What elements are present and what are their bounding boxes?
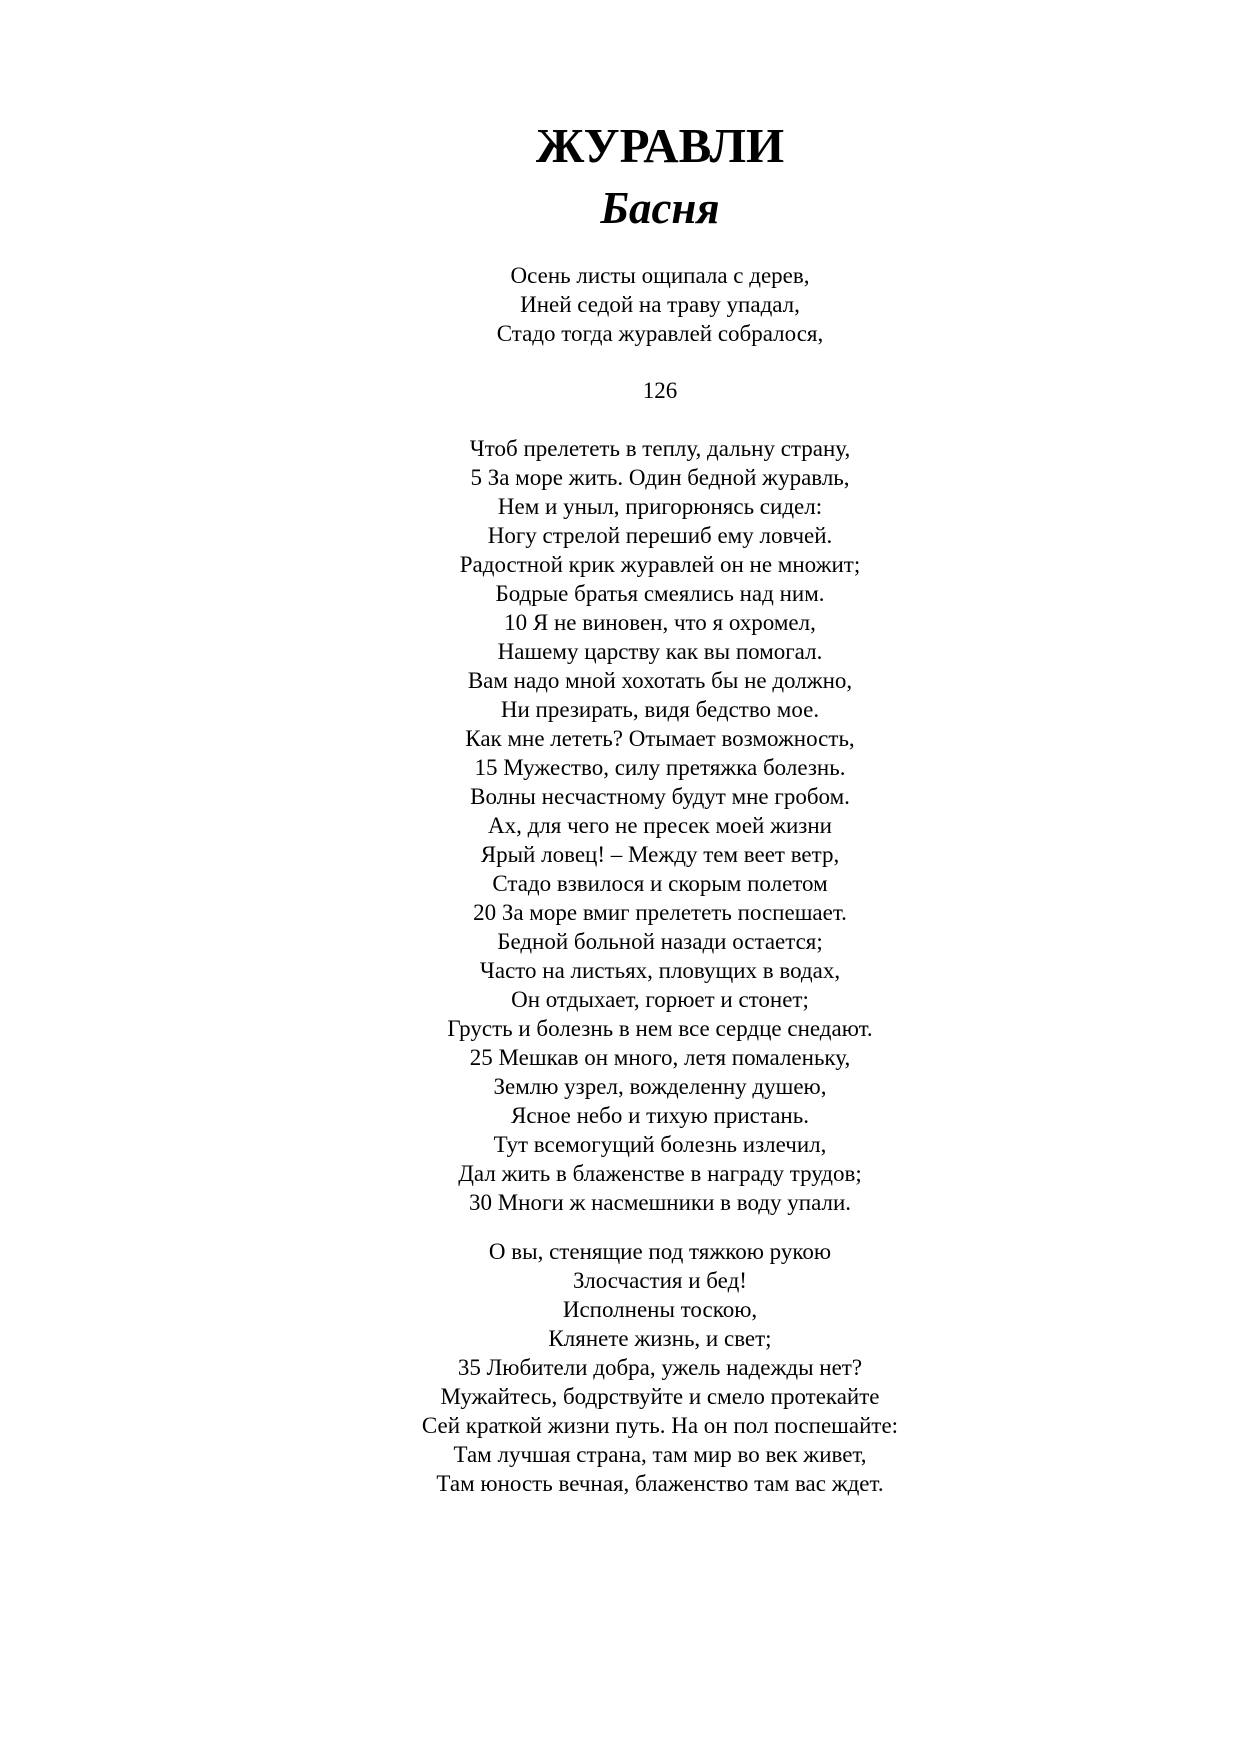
- verse-line: Сей краткой жизни путь. На он пол поспешайте:: [421, 1413, 899, 1438]
- verse-line: Как мне лететь? Отымает возможность,: [465, 726, 855, 751]
- verse-line: 20 За море вмиг прелететь поспешает.: [473, 900, 847, 925]
- verse-line: Ногу стрелой перешиб ему ловчей.: [487, 523, 833, 548]
- verse-line: 5 За море жить. Один бедной журавль,: [470, 465, 850, 490]
- verse-line: 10 Я не виновен, что я охромел,: [504, 610, 816, 635]
- stanza-1: [0, 261, 1241, 348]
- verse-line: 30 Многи ж насмешники в воду упали.: [468, 1190, 852, 1215]
- verse-line: Ясное небо и тихую пристань.: [511, 1103, 809, 1128]
- verse-line: 35 Любители добра, ужель надежды нет?: [457, 1355, 863, 1380]
- verse-line: Вам надо мной хохотать бы не должно,: [467, 668, 853, 693]
- verse-line: О вы, стенящие под тяжкою рукою: [488, 1239, 832, 1264]
- verse-line: Клянете жизнь, и свет;: [548, 1326, 772, 1351]
- verse-line: Волны несчастному будут мне гробом.: [470, 784, 850, 809]
- verse-line: Грусть и болезнь в нем все сердце снедают.: [447, 1016, 873, 1041]
- verse-line: Стадо тогда журавлей собралося,: [496, 321, 824, 346]
- verse-line: Тут всемогущий болезнь излечил,: [493, 1132, 827, 1157]
- verse-line: Мужайтесь, бодрствуйте и смело протекайте: [440, 1384, 880, 1409]
- verse-line: Он отдыхает, горюет и стонет;: [511, 987, 809, 1012]
- verse-line: Нем и уныл, пригорюнясь сидел:: [497, 494, 823, 519]
- verse-line: Там лучшая страна, там мир во век живет,: [453, 1442, 867, 1467]
- poem-title: ЖУРАВЛИ: [535, 118, 785, 173]
- verse-line: Злосчастия и бед!: [573, 1268, 747, 1293]
- verse-line: Осень листы ощипала с дерев,: [510, 263, 810, 288]
- verse-line: Ярый ловец! – Между тем веет ветр,: [480, 842, 840, 867]
- verse-line: Нашему царству как вы помогал.: [497, 639, 823, 664]
- verse-line: 15 Мужество, силу претяжка болезнь.: [474, 755, 846, 780]
- verse-line: Бодрые братья смеялись над ним.: [495, 581, 825, 606]
- verse-line: 25 Мешкав он много, летя помаленьку,: [469, 1045, 851, 1070]
- verse-line: Радостной крик журавлей он не множит;: [459, 552, 861, 577]
- verse-line: Дал жить в блаженстве в награду трудов;: [458, 1161, 862, 1186]
- verse-line: Ни презирать, видя бедство мое.: [500, 697, 820, 722]
- verse-line: Землю узрел, вожделенну душею,: [493, 1074, 827, 1099]
- verse-line: Исполнены тоскою,: [562, 1297, 758, 1322]
- stanza-2: [0, 434, 1241, 1217]
- verse-line: Ах, для чего не пресек моей жизни: [488, 813, 832, 838]
- stanza-3: [0, 1237, 1241, 1498]
- page-number: 126: [642, 378, 678, 403]
- verse-line: Стадо взвилося и скорым полетом: [492, 871, 828, 896]
- verse-line: Там юность вечная, блаженство там вас ждет.: [436, 1471, 884, 1496]
- verse-line: Иней седой на траву упадал,: [520, 292, 800, 317]
- verse-line: Часто на листьях, пловущих в водах,: [479, 958, 841, 983]
- verse-line: Бедной больной назади остается;: [497, 929, 823, 954]
- verse-line: Чтоб прелететь в теплу, дальну страну,: [469, 436, 851, 461]
- poem-subtitle: Басня: [600, 183, 720, 233]
